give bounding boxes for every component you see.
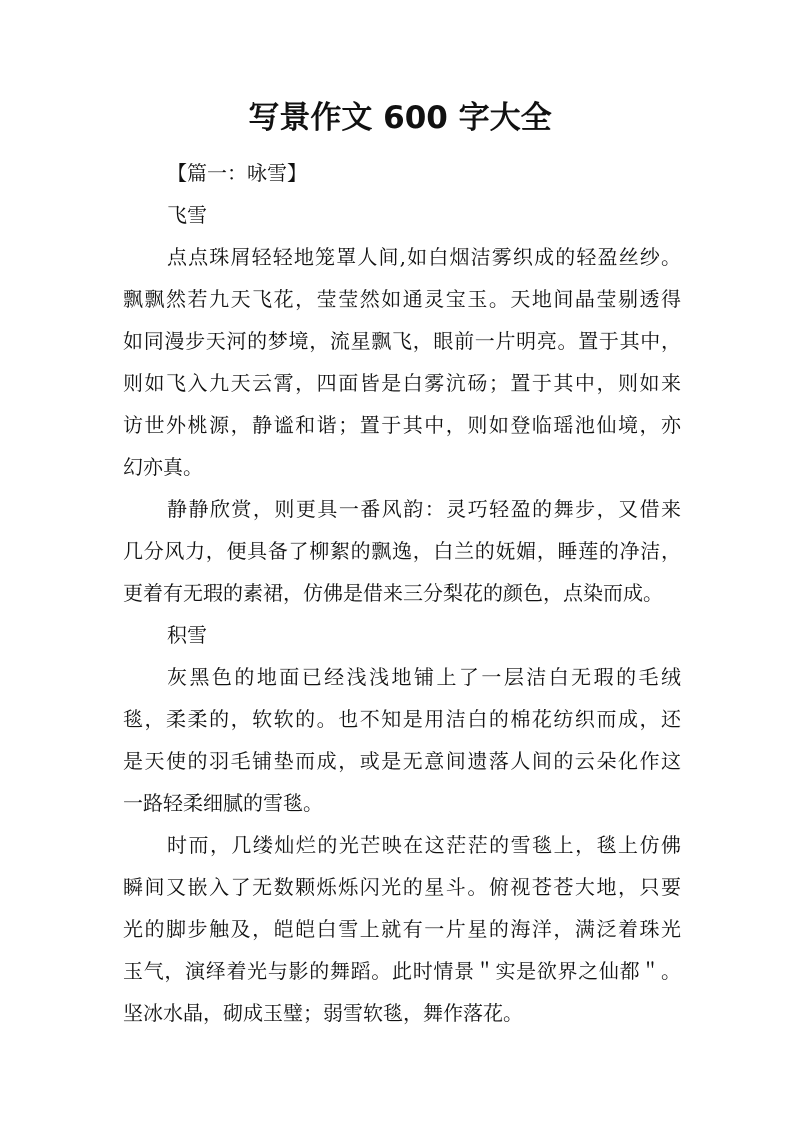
paragraph-line: 毯，柔柔的，软软的。也不知是用洁白的棉花纺织而成，还	[123, 707, 681, 731]
paragraph-line: 飘飘然若九天飞花，莹莹然如通灵宝玉。天地间晶莹剔透得	[123, 287, 681, 311]
paragraph-line: 幻亦真。	[123, 455, 203, 479]
paragraph-line: 如同漫步天河的梦境，流星飘飞，眼前一片明亮。置于其中，	[123, 329, 681, 353]
paragraph-line: 坚冰水晶，砌成玉璧；弱雪软毯，舞作落花。	[123, 1001, 523, 1025]
document-body	[123, 152, 681, 1034]
paragraph-line: 灰黑色的地面已经浅浅地铺上了一层洁白无瑕的毛绒	[167, 665, 681, 689]
paragraph-line: 静静欣赏，则更具一番风韵：灵巧轻盈的舞步，又借来	[167, 497, 681, 521]
paragraph-line: 几分风力，便具备了柳絮的飘逸，白兰的妩媚，睡莲的净洁，	[123, 539, 681, 563]
paragraph-line: 一路轻柔细腻的雪毯。	[123, 791, 323, 815]
section-subtitle-jixue: 积雪	[167, 623, 207, 647]
paragraph-line: 时而，几缕灿烂的光芒映在这茫茫的雪毯上，毯上仿佛	[167, 833, 681, 857]
paragraph-line: 是天使的羽毛铺垫而成，或是无意间遗落人间的云朵化作这	[123, 749, 681, 773]
paragraph-line: 访世外桃源，静谧和谐；置于其中，则如登临瑶池仙境，亦	[123, 413, 681, 437]
paragraph-line: 则如飞入九天云霄，四面皆是白雾沆砀；置于其中，则如来	[123, 371, 681, 395]
paragraph-line: 瞬间又嵌入了无数颗烁烁闪光的星斗。俯视苍苍大地，只要	[123, 875, 681, 899]
document-title: 写景作文 600 字大全	[248, 100, 552, 136]
section-heading: 【篇一：咏雪】	[167, 161, 307, 185]
section-subtitle-feixue: 飞雪	[167, 203, 207, 227]
paragraph-line: 光的脚步触及，皑皑白雪上就有一片星的海洋，满泛着珠光	[123, 917, 681, 941]
paragraph-line: 点点珠屑轻轻地笼罩人间,如白烟洁雾织成的轻盈丝纱。	[167, 245, 681, 269]
paragraph-line: 更着有无瑕的素裙，仿佛是借来三分梨花的颜色，点染而成。	[123, 581, 663, 605]
paragraph-line: 玉气，演绎着光与影的舞蹈。此时情景＂实是欲界之仙都＂。	[123, 959, 681, 983]
